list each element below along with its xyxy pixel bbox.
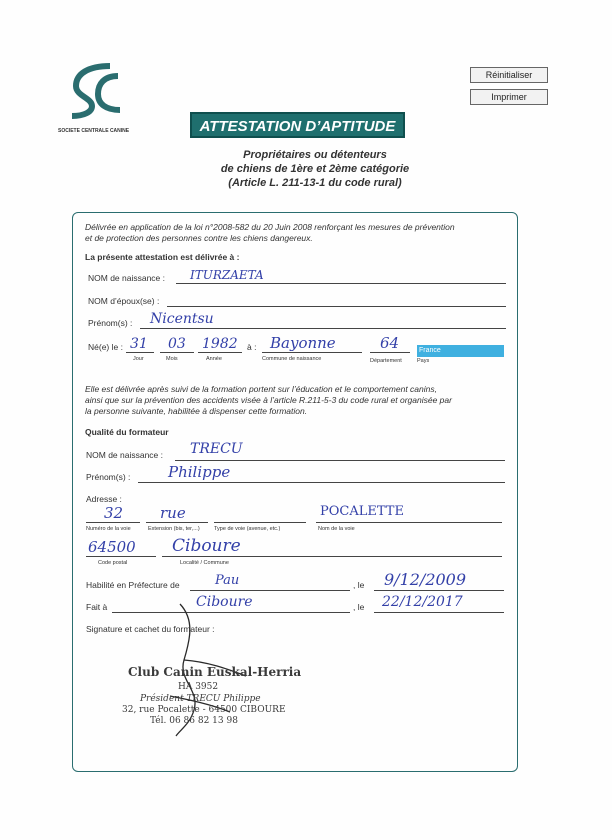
caption-postal-code: Code postal: [98, 560, 128, 566]
street-name-field[interactable]: [316, 522, 502, 523]
caption-year: Année: [206, 356, 222, 362]
first-name-field[interactable]: [140, 328, 506, 329]
stamp-line-4: 32, rue Pocalette - 64500 CIBOURE: [122, 705, 286, 715]
signature-label: Signature et cachet du formateur :: [86, 624, 215, 634]
print-button[interactable]: Imprimer: [470, 89, 548, 105]
caption-city: Localité / Commune: [180, 560, 229, 566]
caption-birth-place: Commune de naissance: [262, 356, 322, 362]
month-value: 03: [168, 336, 186, 352]
subtitle-line-3: (Article L. 211-13-1 du code rural): [228, 177, 402, 189]
caption-street-type: Type de voie (avenue, etc.): [214, 526, 281, 532]
country-select[interactable]: France: [417, 345, 504, 357]
caption-country: Pays: [417, 358, 430, 364]
at-label: à :: [247, 342, 257, 352]
born-label: Né(e) le :: [88, 342, 123, 352]
prefecture-date-field[interactable]: [374, 590, 504, 591]
year-field[interactable]: [198, 352, 242, 353]
prefecture-field[interactable]: [190, 590, 350, 591]
postal-code-field[interactable]: [86, 556, 156, 557]
caption-day: Jour: [133, 356, 144, 362]
year-value: 1982: [202, 336, 238, 352]
prefecture-value: Pau: [215, 573, 240, 588]
street-number-value: 32: [104, 504, 124, 522]
stamp-line-5: Tél. 06 86 82 13 98: [150, 716, 238, 726]
trainer-section-label: Qualité du formateur: [85, 427, 169, 437]
city-field[interactable]: [162, 556, 502, 557]
birth-name-value: ITURZAETA: [190, 268, 264, 282]
postal-code-value: 64500: [88, 538, 136, 556]
made-date-field[interactable]: [374, 612, 504, 613]
prefecture-date-value: 9/12/2009: [384, 570, 467, 589]
stamp-line-2: HA 3952: [178, 682, 219, 692]
intro-line-2: et de protection des personnes contre les chiens dangereux.: [85, 233, 313, 243]
caption-street-name: Nom de la voie: [318, 526, 355, 532]
spouse-name-label: NOM d’époux(se) :: [88, 296, 160, 306]
day-value: 31: [130, 336, 148, 352]
training-line-1: Elle est délivrée après suivi de la formation portent sur l’éducation et le comportement canins,: [85, 384, 437, 394]
sc-logo: [58, 62, 128, 124]
extension-value: rue: [160, 504, 186, 522]
intro-line-1: Délivrée en application de la loi n°2008-582 du 20 Juin 2008 renforçant les mesures de prévention: [85, 222, 455, 232]
caption-department: Département: [370, 358, 402, 364]
birth-place-field[interactable]: [262, 352, 362, 353]
prefecture-date-label: , le: [353, 580, 365, 590]
caption-extension: Extension (bis, ter,...): [148, 526, 200, 532]
document-title: ATTESTATION D’APTITUDE: [190, 112, 405, 138]
street-number-field[interactable]: [86, 522, 140, 523]
logo-caption: SOCIETE CENTRALE CANINE: [58, 128, 130, 134]
caption-street-number: Numéro de la voie: [86, 526, 131, 532]
birth-name-label: NOM de naissance :: [88, 273, 166, 283]
trainer-name-value: TRECU: [190, 441, 243, 457]
made-date-value: 22/12/2017: [382, 594, 463, 610]
reset-button[interactable]: Réinitialiser: [470, 67, 548, 83]
made-at-value: Ciboure: [196, 594, 253, 610]
first-name-label: Prénom(s) :: [88, 318, 133, 328]
street-name-value: POCALETTE: [320, 504, 404, 519]
street-type-field[interactable]: [214, 522, 306, 523]
stamp-line-3: Président TRECU Philippe: [140, 694, 261, 704]
extension-field[interactable]: [146, 522, 208, 523]
trainer-first-name-field[interactable]: [138, 482, 505, 483]
trainer-first-name-label: Prénom(s) :: [86, 472, 131, 482]
prefecture-label: Habilité en Préfecture de: [86, 580, 180, 590]
subtitle-line-1: Propriétaires ou détenteurs: [243, 149, 387, 161]
trainer-name-label: NOM de naissance :: [86, 450, 164, 460]
stamp-line-1: Club Canin Euskal-Herria: [128, 665, 302, 679]
training-line-3: la personne suivante, habilitée à dispenser cette formation.: [85, 406, 308, 416]
trainer-name-field[interactable]: [175, 460, 505, 461]
birth-name-field[interactable]: [176, 283, 506, 284]
city-value: Ciboure: [172, 536, 241, 556]
training-line-2: ainsi que sur la prévention des accidents visée à l’article R.211-5-3 du code rural et organisée par: [85, 395, 452, 405]
month-field[interactable]: [160, 352, 194, 353]
department-field[interactable]: [370, 352, 410, 353]
day-field[interactable]: [126, 352, 154, 353]
department-value: 64: [380, 334, 400, 352]
holder-section-label: La présente attestation est délivrée à :: [85, 252, 240, 262]
trainer-first-name-value: Philippe: [168, 463, 231, 481]
made-at-label: Fait à: [86, 602, 108, 612]
made-date-label: , le: [353, 602, 365, 612]
subtitle-line-2: de chiens de 1ère et 2ème catégorie: [220, 163, 410, 175]
caption-month: Mois: [166, 356, 178, 362]
spouse-name-field[interactable]: [167, 306, 506, 307]
first-name-value: Nicentsu: [150, 311, 214, 327]
address-label: Adresse :: [86, 494, 122, 504]
birth-place-value: Bayonne: [270, 334, 336, 352]
